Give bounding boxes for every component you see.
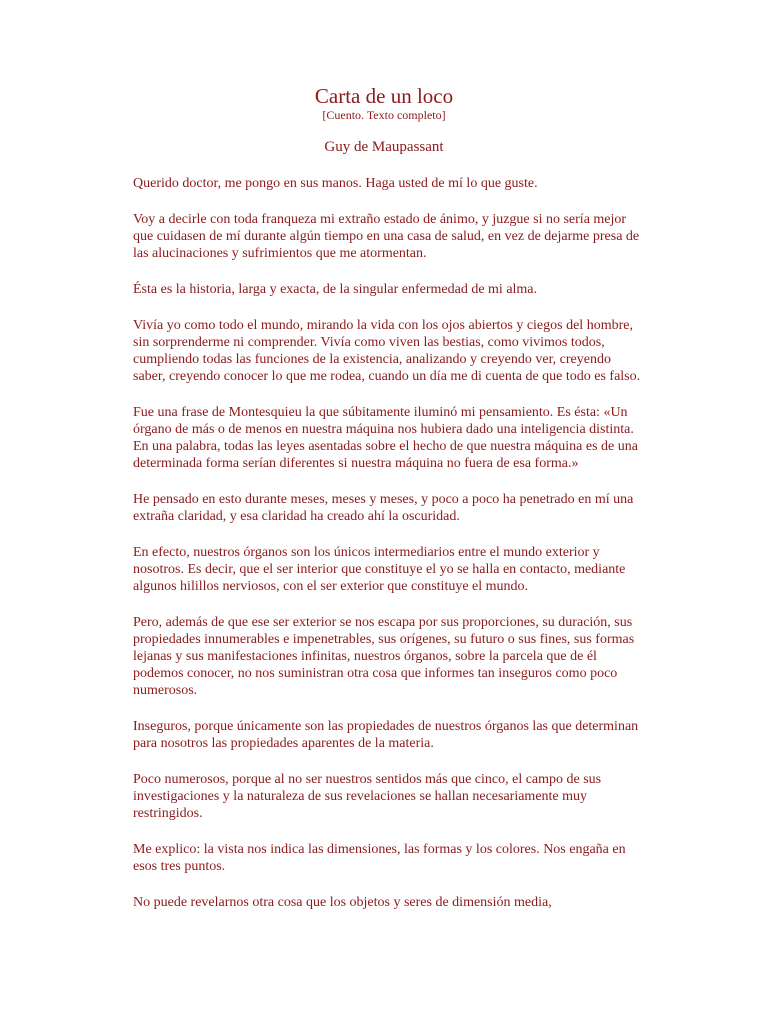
document-author: Guy de Maupassant	[324, 139, 444, 155]
paragraph: He pensado en esto durante meses, meses y meses, y poco a poco ha penetrado en mí una extraña claridad, y esa claridad ha creado ahí la oscuridad.	[133, 492, 634, 524]
paragraph: Me explico: la vista nos indica las dimensiones, las formas y los colores. Nos engaña en esos tres puntos.	[133, 842, 626, 874]
paragraph: En efecto, nuestros órganos son los únicos intermediarios entre el mundo exterior y nosotros. Es decir, que el ser interior que constituye el yo se halla en contacto, mediante algunos hilillos nerviosos, con el ser exterior que constituye el mundo.	[133, 545, 626, 594]
paragraph: Inseguros, porque únicamente son las propiedades de nuestros órganos las que determinan para nosotros las propiedades aparentes de la materia.	[133, 719, 639, 751]
document-subtitle: [Cuento. Texto completo]	[322, 108, 446, 122]
document-title: Carta de un loco	[314, 84, 454, 108]
paragraph: Pero, además de que ese ser exterior se nos escapa por sus proporciones, su duración, sus propiedades innumerables e impenetrables, sus orígenes, su futuro o sus fines, sus formas lejanas y sus manifestaciones infinitas, nuestros órganos, sobre la parcela que de él podemos conocer, no nos suministran otra cosa que informes tan inseguros como poco numerosos.	[133, 615, 635, 698]
paragraph: Ésta es la historia, larga y exacta, de la singular enfermedad de mi alma.	[133, 282, 538, 297]
paragraph: Fue una frase de Montesquieu la que súbitamente iluminó mi pensamiento. Es ésta: «Un órgano de más o de menos en nuestra máquina nos hubiera dado una inteligencia distinta. En una palabra, todas las leyes asentadas sobre el hecho de que nuestra máquina es de una determinada forma serían diferentes si nuestra máquina no fuera de esa forma.»	[133, 405, 638, 471]
paragraph: Querido doctor, me pongo en sus manos. Haga usted de mí lo que guste.	[133, 176, 538, 191]
document-body	[133, 175, 643, 930]
paragraph: Poco numerosos, porque al no ser nuestros sentidos más que cinco, el campo de sus investigaciones y la naturaleza de sus revelaciones se hallan necesariamente muy restringidos.	[133, 772, 602, 821]
paragraph: Voy a decirle con toda franqueza mi extraño estado de ánimo, y juzgue si no sería mejor que cuidasen de mí durante algún tiempo en una casa de salud, en vez de dejarme presa de las alucinaciones y sufrimientos que me atormentan.	[133, 212, 640, 261]
paragraph: Vivía yo como todo el mundo, mirando la vida con los ojos abiertos y ciegos del hombre, sin sorprenderme ni comprender. Vivía como viven las bestias, como vivimos todos, cumpliendo todas las funciones de la existencia, analizando y creyendo ver, creyendo saber, creyendo conocer lo que me rodea, cuando un día me di cuenta de que todo es falso.	[133, 318, 641, 384]
paragraph: No puede revelarnos otra cosa que los objetos y seres de dimensión media,	[133, 895, 552, 910]
